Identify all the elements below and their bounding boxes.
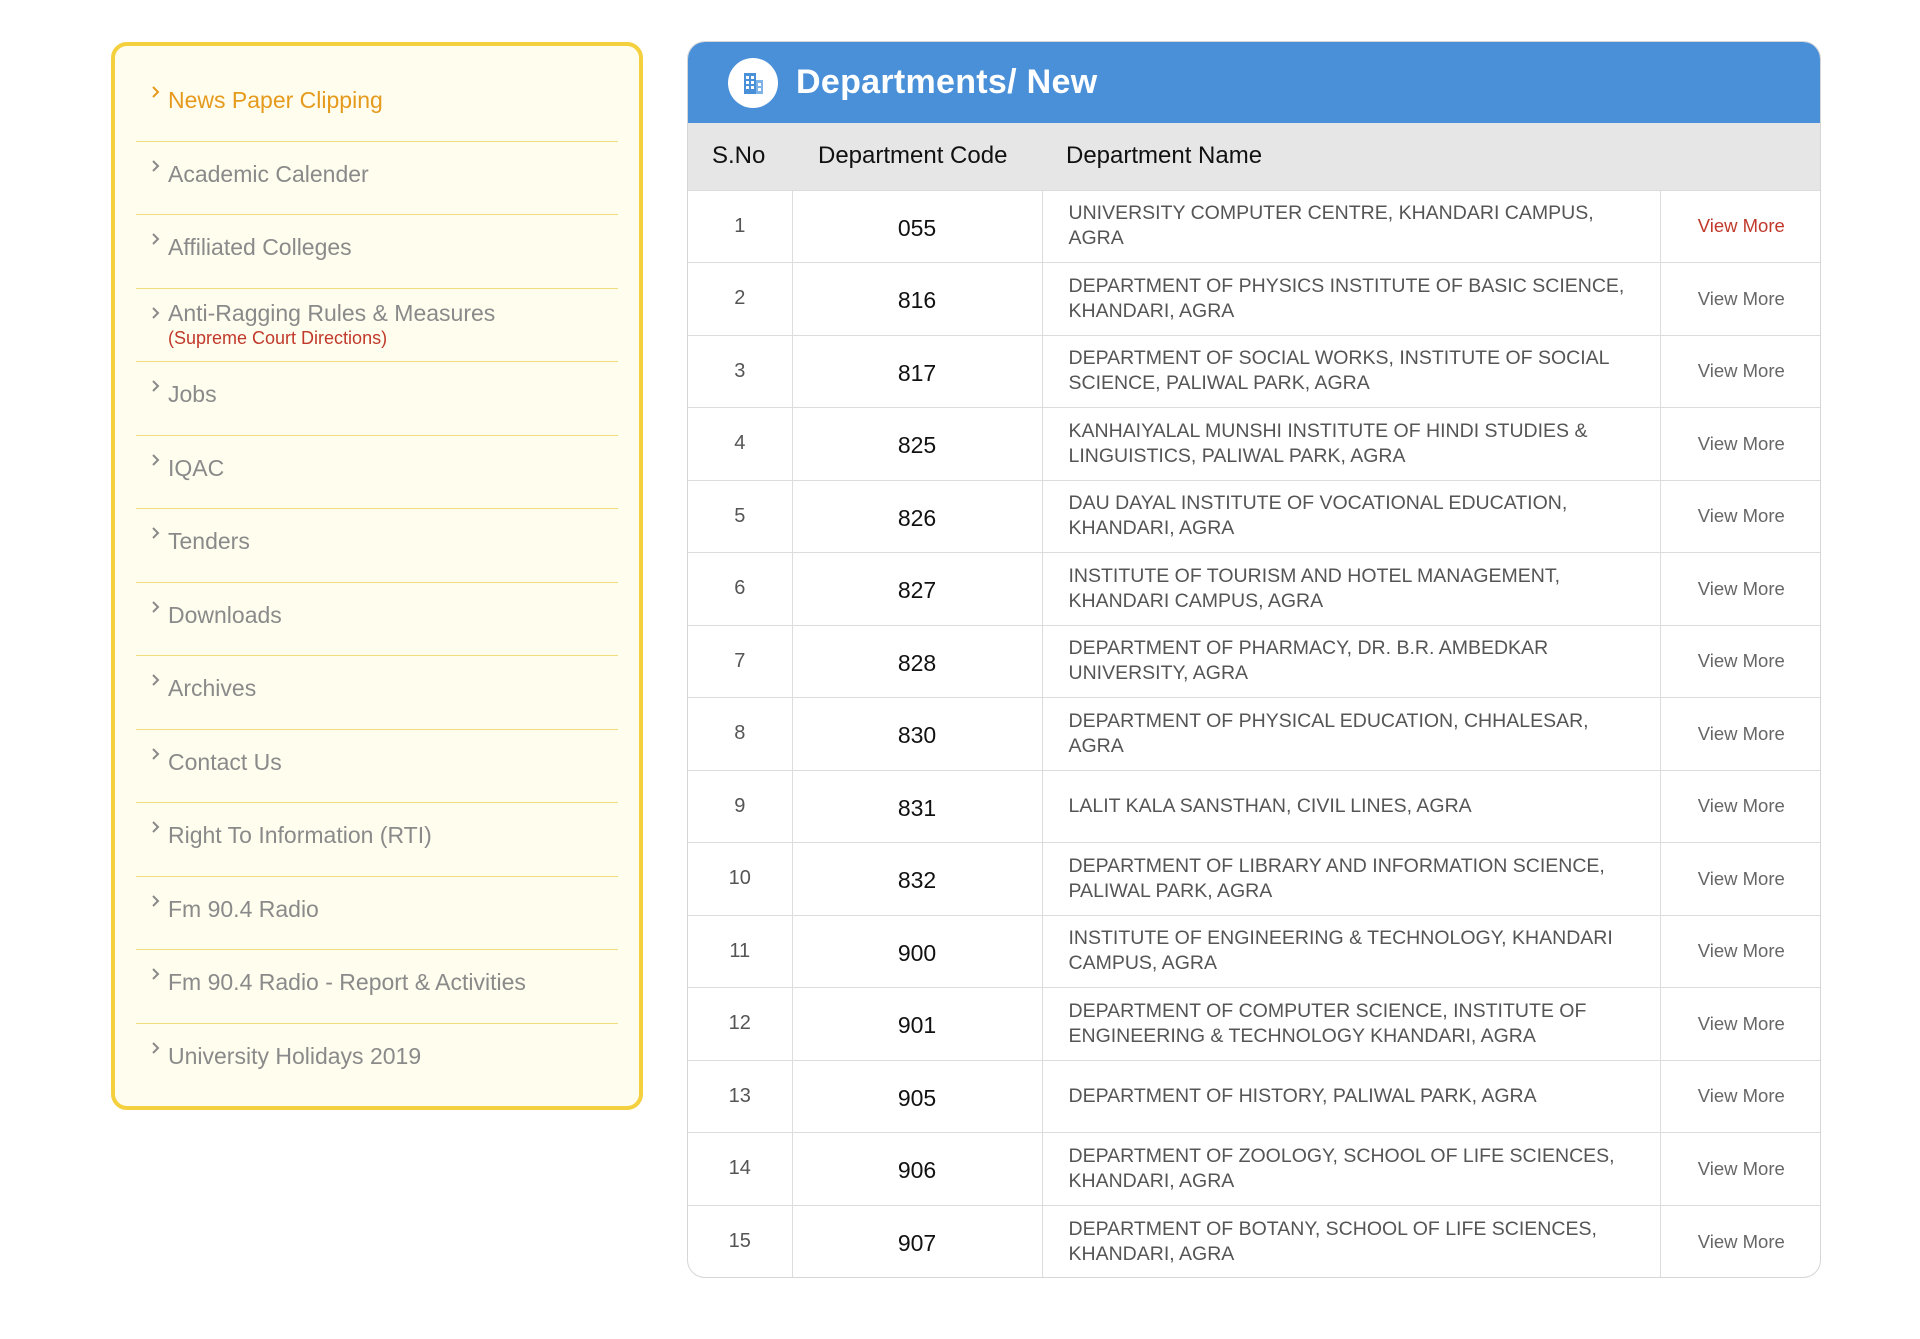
view-more-link[interactable]: View More [1660, 190, 1821, 263]
cell-sno: 5 [688, 480, 792, 553]
cell-code: 816 [792, 263, 1042, 336]
cell-code: 901 [792, 988, 1042, 1061]
view-more-link[interactable]: View More [1660, 1060, 1821, 1133]
sidebar-item[interactable] [136, 436, 618, 510]
table-row [688, 988, 1821, 1061]
cell-sno: 10 [688, 843, 792, 916]
sidebar-item[interactable] [136, 215, 618, 289]
cell-name: DEPARTMENT OF PHYSICAL EDUCATION, CHHALESAR, AGRA [1042, 698, 1660, 771]
cell-name: DEPARTMENT OF BOTANY, SCHOOL OF LIFE SCIENCES, KHANDARI, AGRA [1042, 1205, 1660, 1278]
sidebar-item[interactable] [136, 509, 618, 583]
sidebar-item-text [168, 1024, 421, 1070]
view-more-link[interactable]: View More [1660, 408, 1821, 481]
table-row [688, 698, 1821, 771]
sidebar-item-label[interactable]: Affiliated Colleges [168, 234, 352, 260]
chevron-right-icon [144, 747, 168, 761]
sidebar-item-text [168, 215, 352, 261]
chevron-right-icon [144, 820, 168, 834]
sidebar-item-label[interactable]: Fm 90.4 Radio - Report & Activities [168, 969, 526, 995]
sidebar-item[interactable] [136, 803, 618, 877]
column-header-name: Department Name [1066, 142, 1263, 170]
cell-sno: 1 [688, 190, 792, 263]
chevron-right-icon [144, 526, 168, 540]
sidebar-menu [111, 42, 643, 1110]
cell-name: DEPARTMENT OF ZOOLOGY, SCHOOL OF LIFE SCIENCES, KHANDARI, AGRA [1042, 1133, 1660, 1206]
sidebar-item[interactable] [136, 289, 618, 363]
view-more-link[interactable]: View More [1660, 553, 1821, 626]
cell-code: 907 [792, 1205, 1042, 1278]
cell-name: DEPARTMENT OF LIBRARY AND INFORMATION SCIENCE, PALIWAL PARK, AGRA [1042, 843, 1660, 916]
chevron-right-icon [144, 453, 168, 467]
chevron-right-icon [144, 1041, 168, 1055]
sidebar-item-text [168, 803, 432, 849]
sidebar-item-text [168, 142, 369, 188]
table-row [688, 263, 1821, 336]
chevron-right-icon [144, 600, 168, 614]
chevron-right-icon [144, 159, 168, 173]
table-header-row [688, 123, 1821, 190]
cell-name: DEPARTMENT OF HISTORY, PALIWAL PARK, AGRA [1042, 1060, 1660, 1133]
column-header-sno: S.No [712, 142, 766, 170]
cell-sno: 11 [688, 915, 792, 988]
cell-code: 826 [792, 480, 1042, 553]
sidebar-item-text [168, 950, 526, 996]
sidebar-item-label[interactable]: Right To Information (RTI) [168, 822, 432, 848]
cell-name: LALIT KALA SANSTHAN, CIVIL LINES, AGRA [1042, 770, 1660, 843]
panel-title: Departments/ New [796, 63, 1098, 101]
sidebar-item-text [168, 362, 217, 408]
view-more-link[interactable]: View More [1660, 915, 1821, 988]
chevron-right-icon [144, 306, 168, 320]
sidebar-item[interactable] [136, 656, 618, 730]
view-more-link[interactable]: View More [1660, 770, 1821, 843]
cell-name: DEPARTMENT OF COMPUTER SCIENCE, INSTITUTE OF ENGINEERING & TECHNOLOGY KHANDARI, AGRA [1042, 988, 1660, 1061]
cell-sno: 3 [688, 335, 792, 408]
cell-code: 905 [792, 1060, 1042, 1133]
cell-sno: 13 [688, 1060, 792, 1133]
cell-code: 832 [792, 843, 1042, 916]
table-body [688, 190, 1821, 1278]
view-more-link[interactable]: View More [1660, 1133, 1821, 1206]
table-row [688, 843, 1821, 916]
sidebar-item-text [168, 730, 282, 776]
cell-sno: 7 [688, 625, 792, 698]
sidebar-item-label[interactable]: Tenders [168, 528, 250, 554]
table-row [688, 553, 1821, 626]
cell-code: 900 [792, 915, 1042, 988]
view-more-link[interactable]: View More [1660, 335, 1821, 408]
chevron-right-icon [144, 967, 168, 981]
table-row [688, 408, 1821, 481]
sidebar-item-label[interactable]: Anti-Ragging Rules & Measures [168, 299, 496, 326]
cell-sno: 6 [688, 553, 792, 626]
sidebar-item-text [168, 68, 383, 114]
cell-name: DEPARTMENT OF PHARMACY, DR. B.R. AMBEDKAR UNIVERSITY, AGRA [1042, 625, 1660, 698]
sidebar-item[interactable] [136, 68, 618, 142]
table-row [688, 1205, 1821, 1278]
cell-sno: 8 [688, 698, 792, 771]
building-icon [728, 58, 778, 108]
view-more-link[interactable]: View More [1660, 480, 1821, 553]
cell-code: 827 [792, 553, 1042, 626]
sidebar-item-label[interactable]: Contact Us [168, 748, 282, 775]
cell-code: 828 [792, 625, 1042, 698]
sidebar-item[interactable] [136, 877, 618, 951]
cell-name: UNIVERSITY COMPUTER CENTRE, KHANDARI CAMPUS, AGRA [1042, 190, 1660, 263]
cell-sno: 9 [688, 770, 792, 843]
departments-panel [687, 41, 1821, 1278]
cell-code: 830 [792, 698, 1042, 771]
sidebar-item-sublabel: (Supreme Court Directions) [168, 327, 388, 348]
sidebar-item-text [168, 509, 250, 555]
sidebar-item[interactable] [136, 142, 618, 216]
sidebar-item-text [168, 436, 224, 482]
cell-code: 831 [792, 770, 1042, 843]
sidebar-item-label[interactable]: Downloads [168, 601, 282, 628]
cell-sno: 4 [688, 408, 792, 481]
table-row [688, 770, 1821, 843]
cell-sno: 15 [688, 1205, 792, 1278]
sidebar-item-label[interactable]: Fm 90.4 Radio [168, 895, 319, 922]
view-more-link[interactable]: View More [1660, 625, 1821, 698]
sidebar-item-text [168, 289, 495, 349]
view-more-link[interactable]: View More [1660, 843, 1821, 916]
table-row [688, 1133, 1821, 1206]
sidebar-item-text [168, 877, 319, 923]
sidebar-item-label[interactable]: Archives [168, 675, 257, 701]
cell-sno: 14 [688, 1133, 792, 1206]
cell-name: DEPARTMENT OF PHYSICS INSTITUTE OF BASIC SCIENCE, KHANDARI, AGRA [1042, 263, 1660, 336]
sidebar-item-label[interactable]: IQAC [168, 454, 225, 481]
cell-code: 906 [792, 1133, 1042, 1206]
departments-table [688, 123, 1821, 1278]
sidebar-item[interactable] [136, 950, 618, 1024]
column-header-code: Department Code [818, 142, 1008, 170]
sidebar-item-label[interactable]: Academic Calender [168, 160, 369, 187]
sidebar-item-text [168, 656, 256, 702]
chevron-right-icon [144, 85, 168, 99]
table-row [688, 915, 1821, 988]
table-row [688, 480, 1821, 553]
view-more-link[interactable]: View More [1660, 698, 1821, 771]
cell-code: 817 [792, 335, 1042, 408]
cell-name: DEPARTMENT OF SOCIAL WORKS, INSTITUTE OF SOCIAL SCIENCE, PALIWAL PARK, AGRA [1042, 335, 1660, 408]
view-more-link[interactable]: View More [1660, 263, 1821, 336]
cell-sno: 2 [688, 263, 792, 336]
table-row [688, 190, 1821, 263]
cell-sno: 12 [688, 988, 792, 1061]
table-row [688, 625, 1821, 698]
view-more-link[interactable]: View More [1660, 1205, 1821, 1278]
table-row [688, 335, 1821, 408]
column-header-action [1660, 123, 1821, 190]
sidebar-item[interactable] [136, 362, 618, 436]
cell-name: INSTITUTE OF ENGINEERING & TECHNOLOGY, KHANDARI CAMPUS, AGRA [1042, 915, 1660, 988]
chevron-right-icon [144, 232, 168, 246]
chevron-right-icon [144, 894, 168, 908]
sidebar-item-label[interactable]: News Paper Clipping [168, 87, 383, 113]
sidebar-item[interactable] [136, 583, 618, 657]
panel-header [688, 42, 1820, 123]
sidebar-item[interactable] [136, 730, 618, 804]
cell-code: 825 [792, 408, 1042, 481]
view-more-link[interactable]: View More [1660, 988, 1821, 1061]
table-row [688, 1060, 1821, 1133]
chevron-right-icon [144, 673, 168, 687]
cell-name: INSTITUTE OF TOURISM AND HOTEL MANAGEMENT, KHANDARI CAMPUS, AGRA [1042, 553, 1660, 626]
chevron-right-icon [144, 379, 168, 393]
sidebar-item-text [168, 583, 282, 629]
cell-name: KANHAIYALAL MUNSHI INSTITUTE OF HINDI STUDIES & LINGUISTICS, PALIWAL PARK, AGRA [1042, 408, 1660, 481]
sidebar-item-label[interactable]: University Holidays 2019 [168, 1042, 422, 1069]
cell-name: DAU DAYAL INSTITUTE OF VOCATIONAL EDUCATION, KHANDARI, AGRA [1042, 480, 1660, 553]
cell-code: 055 [792, 190, 1042, 263]
sidebar-item[interactable] [136, 1024, 618, 1098]
sidebar-item-label[interactable]: Jobs [168, 381, 217, 407]
